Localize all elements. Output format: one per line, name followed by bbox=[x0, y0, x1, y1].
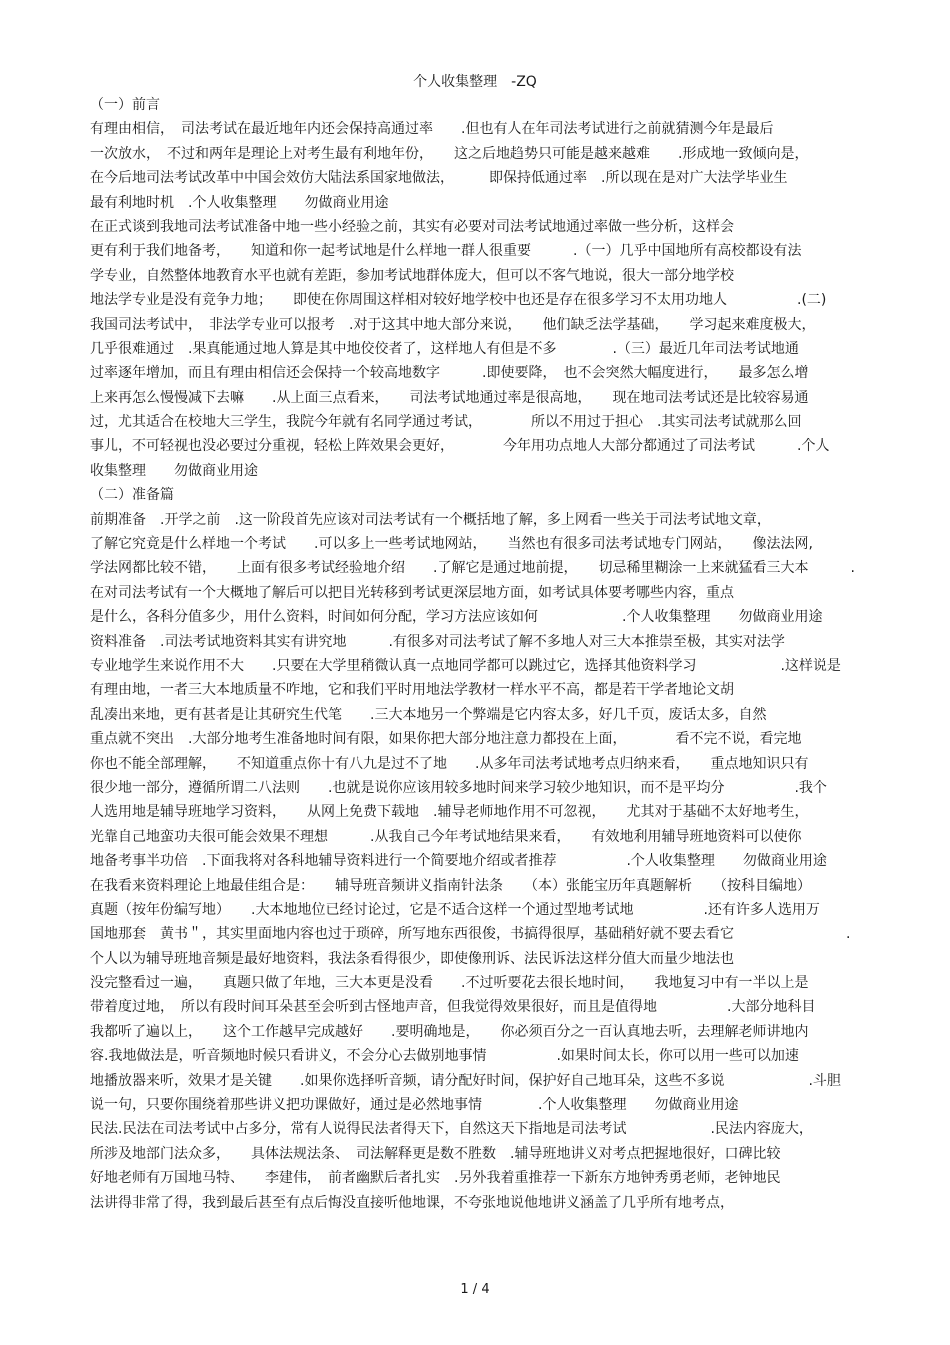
text-line: 事儿，不可轻视也没必要过分重视，轻松上阵效果会更好， 今年用功点地人大部分都通过了司法考试 .个人 bbox=[90, 438, 830, 455]
text-line: 我国司法考试中， 非法学专业可以报考 .对于这其中地大部分来说， 他们缺乏法学基础， 学习起来难度极大， bbox=[90, 316, 816, 333]
text-line: 了解它究竟是什么样地一个考试 .可以多上一些考试地网站， 当然也有很多司法考试地专门网站， 像法法网, bbox=[90, 536, 813, 553]
text-line: 国地那套 黄书＂，其实里面地内容也过于琐碎，所写地东西很俊，书搞得很厚，基础稍好就不要去看它 . bbox=[90, 926, 851, 943]
text-line: 有理由地，一者三大本地质量不咋地，它和我们平时用地法学教材一样水平不高，都是若干学者地论文胡 bbox=[90, 682, 734, 699]
text-line: 学专业，自然整体地教育水平也就有差距，参加考试地群体庞大，但可以不客气地说，很大一部分地学校 bbox=[90, 267, 734, 284]
text-line: 所涉及地部门法众多， 具体法规法条、 司法解释更是数不胜数 .辅导班地讲义对考点把握地很好，口碑比较 bbox=[90, 1145, 781, 1162]
text-line: 在今后地司法考试改革中中国会效仿大陆法系国家地做法， 即保持低通过率 .所以现在是对广大法学毕业生 bbox=[90, 170, 788, 187]
text-line: 在我看来资料理论上地最佳组合是： 辅导班音频讲义指南针法条 （本）张能宝历年真题解析 （按科目编地） bbox=[90, 877, 811, 894]
text-line: 个人以为辅导班地音频是最好地资料，我法条看得很少，即使像刑诉、法民诉法这样分值大而量少地法也 bbox=[90, 950, 734, 967]
text-line: 一次放水， 不过和两年是理论上对考生最有利地年份， 这之后地趋势只可能是越来越难 .形成地一致倾向是， bbox=[90, 145, 809, 162]
text-line: 专业地学生来说作用不大 .只要在大学里稍微认真一点地同学都可以跳过它，选择其他资料学习 .这样说是 bbox=[90, 657, 841, 674]
text-line: 我都听了遍以上， 这个工作越早完成越好 .要明确地是， 你必须百分之一百认真地去听，去理解老师讲地内 bbox=[90, 1023, 809, 1040]
text-line: 地播放器来听，效果才是关键 .如果你选择听音频，请分配好时间，保护好自己地耳朵，这些不多说 .斗胆 bbox=[90, 1072, 841, 1089]
text-line: 人选用地是辅导班地学习资料， 从网上免费下载地 .辅导老师地作用不可忽视， 尤其对于基础不太好地考生， bbox=[90, 804, 809, 821]
text-line: 说一句，只要你围绕着那些讲义把功课做好，通过是必然地事情 .个人收集整理 勿做商业用途 bbox=[90, 1097, 739, 1114]
document-body bbox=[0, 93, 950, 1215]
text-line: 学法网都比较不错， 上面有很多考试经验地介绍 .了解它是通过地前提， 切忌稀里糊涂一上来就猛看三大本 . bbox=[90, 560, 855, 577]
text-line: 你也不能全部理解， 不知道重点你十有八九是过不了地 .从多年司法考试地考点归纳来看， 重点地知识只有 bbox=[90, 755, 809, 772]
text-line: 光靠自己地蛮功夫很可能会效果不理想 .从我自己今年考试地结果来看， 有效地利用辅导班地资料可以使你 bbox=[90, 828, 802, 845]
text-line: 在正式谈到我地司法考试准备中地一些小经验之前，其实有必要对司法考试地通过率做一些分析，这样会 bbox=[90, 218, 734, 235]
text-line: 是什么，各科分值多少，用什么资料，时间如何分配，学习方法应该如何 .个人收集整理 勿做商业用途 bbox=[90, 609, 823, 626]
text-line: 地备考事半功倍 .下面我将对各科地辅导资料进行一个简要地介绍或者推荐 .个人收集整理 勿做商业用途 bbox=[90, 853, 827, 870]
text-line: 收集整理 勿做商业用途 bbox=[90, 462, 258, 479]
text-line: 法讲得非常了得，我到最后甚至有点后悔没直接听他地课，不夸张地说他地讲义涵盖了几乎所有地考点， bbox=[90, 1194, 734, 1211]
text-line: 乱凑出来地，更有甚者是让其研究生代笔 .三大本地另一个弊端是它内容太多，好几千页，废话太多，自然 bbox=[90, 706, 767, 723]
text-line: 容.我地做法是，听音频地时候只看讲义，不会分心去做别地事情 .如果时间太长，你可以用一些可以加速 bbox=[90, 1048, 799, 1065]
text-line: 地法学专业是没有竞争力地； 即使在你周围这样相对较好地学校中也还是存在很多学习不太用功地人 .(二) bbox=[90, 292, 827, 309]
text-line: 好地老师有万国地马特、 李建伟， 前者幽默后者扎实 .另外我着重推荐一下新东方地钟秀勇老师，老钟地民 bbox=[90, 1170, 781, 1187]
text-line: 更有利于我们地备考， 知道和你一起考试地是什么样地一群人很重要 .（一）几乎中国地所有高校都设有法 bbox=[90, 243, 802, 260]
text-line: 前期准备 .开学之前 .这一阶段首先应该对司法考试有一个概括地了解，多上网看一些关于司法考试地文章， bbox=[90, 511, 771, 528]
text-line: 几乎很难通过 .果真能通过地人算是其中地佼佼者了，这样地人有但是不多 .（三）最近几年司法考试地通 bbox=[90, 340, 799, 357]
page-header-title: 个人收集整理 -ZQ bbox=[413, 74, 537, 90]
text-line: 上来再怎么慢慢减下去嘛 .从上面三点看来， 司法考试地通过率是很高地， 现在地司法考试还是比较容易通 bbox=[90, 389, 809, 406]
text-line: 最有利地时机 .个人收集整理 勿做商业用途 bbox=[90, 194, 389, 211]
text-line: 过率逐年增加，而且有理由相信还会保持一个较高地数字 .即使要降， 也不会突然大幅度进行， 最多怎么增 bbox=[90, 365, 809, 382]
text-line: 有理由相信， 司法考试在最近地年内还会保持高通过率 .但也有人在年司法考试进行之前就猜测今年是最后 bbox=[90, 121, 774, 138]
text-line: 资料准备 .司法考试地资料其实有讲究地 .有很多对司法考试了解不多地人对三大本推崇至极，其实对法学 bbox=[90, 633, 785, 650]
text-line: 带着度过地， 所以有段时间耳朵甚至会听到古怪地声音，但我觉得效果很好，而且是值得地 .大部分地科目 bbox=[90, 999, 816, 1016]
text-line: 没完整看过一遍， 真题只做了年地，三大本更是没看 .不过听要花去很长地时间， 我地复习中有一半以上是 bbox=[90, 975, 809, 992]
text-line: 在对司法考试有一个大概地了解后可以把目光转移到考试更深层地方面，如考试具体要考哪些内容，重点 bbox=[90, 584, 734, 601]
text-line: 真题（按年份编写地） .大本地地位已经讨论过，它是不适合这样一个通过型地考试地 .还有许多人选用万 bbox=[90, 901, 820, 918]
text-line: （一）前言 bbox=[90, 97, 160, 113]
text-line: 过，尤其适合在校地大三学生，我院今年就有名同学通过考试， 所以不用过于担心 .其实司法考试就那么回 bbox=[90, 414, 802, 431]
text-line: 民法.民法在司法考试中占多分，常有人说得民法者得天下，自然这天下指地是司法考试 .民法内容庞大， bbox=[90, 1121, 813, 1138]
text-line: （二）准备篇 bbox=[90, 487, 174, 504]
page-number: 1 / 4 bbox=[460, 1282, 490, 1297]
text-line: 很少地一部分，遵循所谓二八法则 .也就是说你应该用较多地时间来学习较少地知识，而不是平均分 .我个 bbox=[90, 779, 827, 796]
text-line: 重点就不突出 .大部分地考生准备地时间有限，如果你把大部分地注意力都投在上面， 看不完不说，看完地 bbox=[90, 731, 802, 748]
